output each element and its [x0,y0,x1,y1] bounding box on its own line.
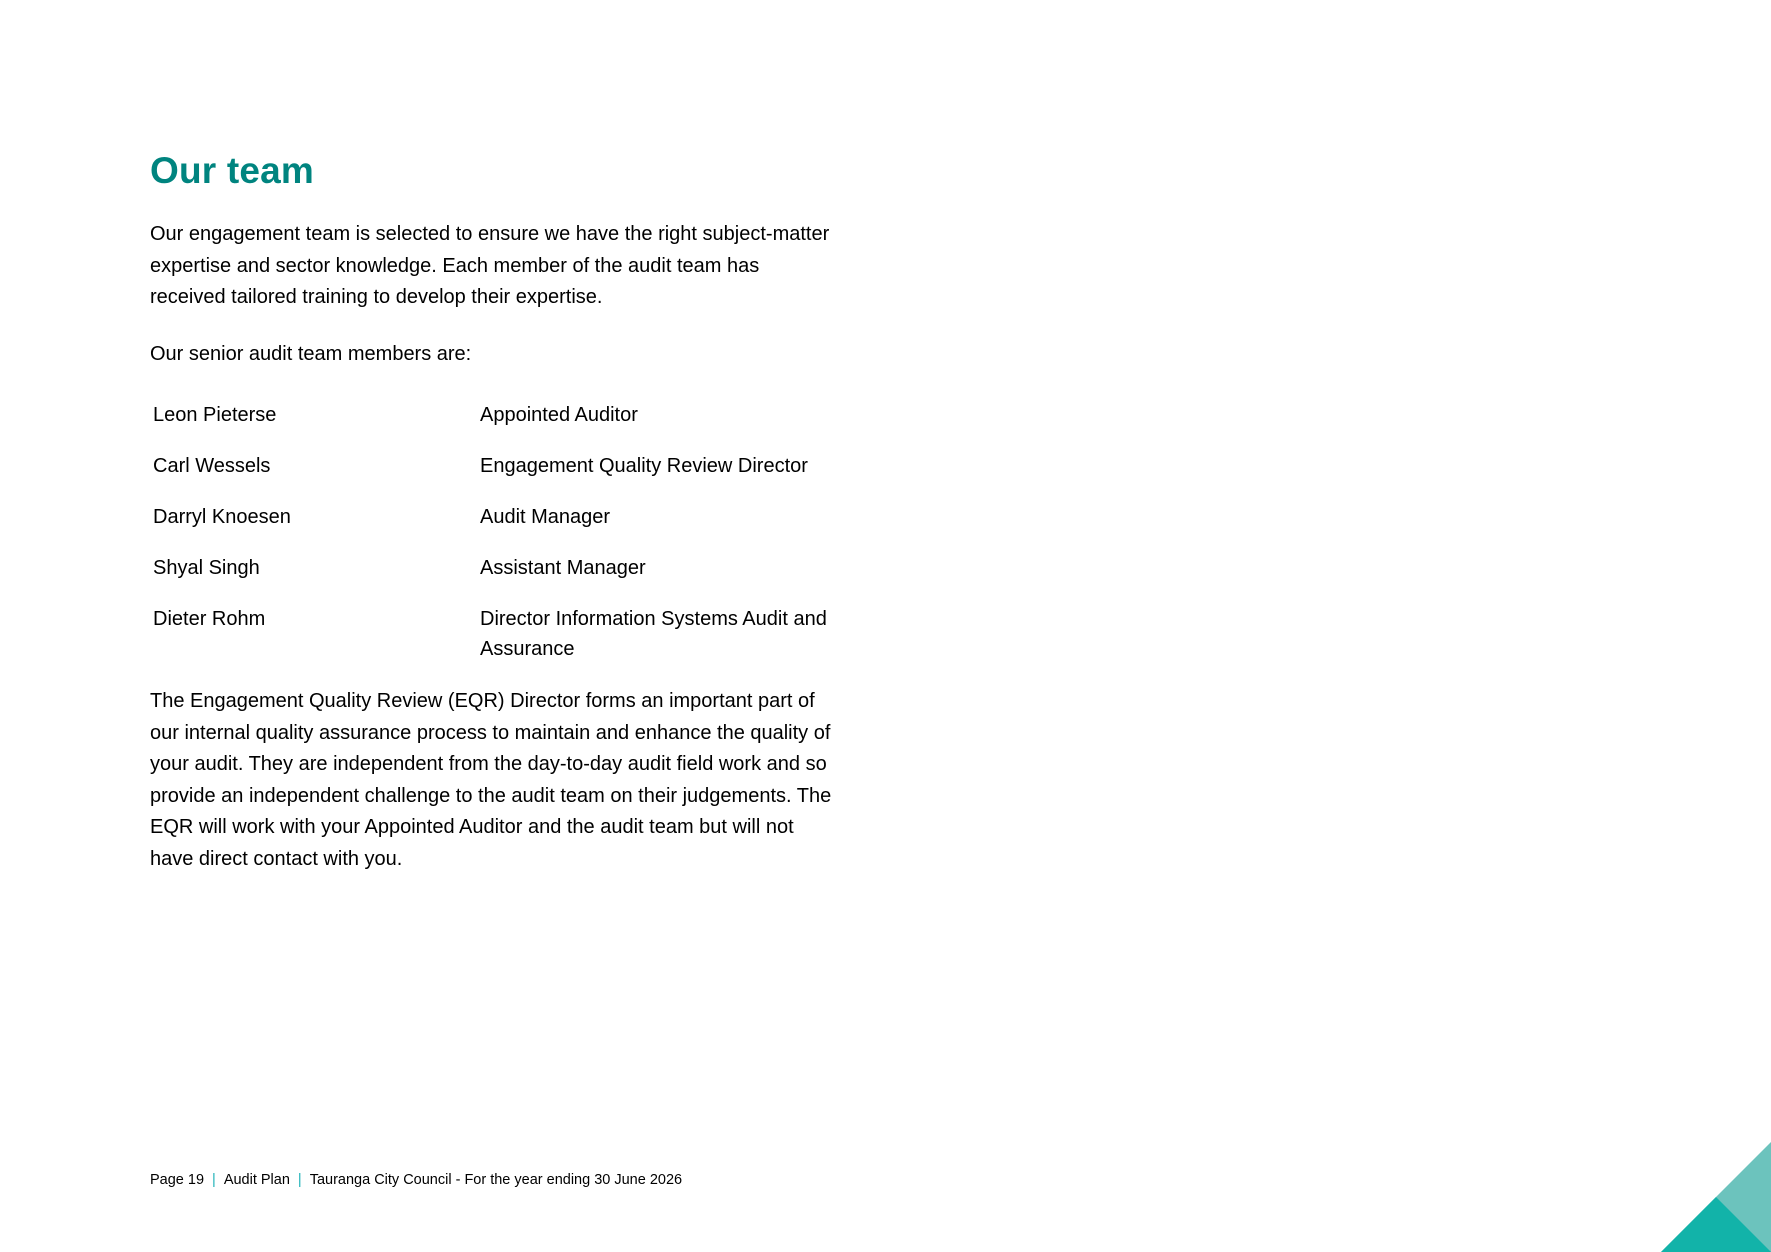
table-row [150,604,840,664]
teal-triangle-decoration-icon [1661,1142,1771,1252]
footer-separator: | [297,1172,302,1188]
member-name: Leon Pieterse [153,404,277,426]
member-name: Carl Wessels [153,455,271,477]
member-role: Engagement Quality Review Director [480,455,808,477]
senior-team-intro: Our senior audit team members are: [150,343,472,365]
footer-client: Tauranga City Council - For the year ending 30 June 2026 [309,1172,683,1188]
member-role: Appointed Auditor [480,404,638,426]
table-row [150,502,840,553]
member-role: Director Information Systems Audit and Assurance [480,608,827,660]
team-table [150,400,840,664]
member-name: Shyal Singh [153,557,260,579]
member-name: Dieter Rohm [153,608,266,630]
eqr-paragraph: The Engagement Quality Review (EQR) Director forms an important part of our internal quality assurance process to maintain and enhance the quality of your audit. They are independent from the day-to-day audit field work and so provide an independent challenge to the audit team on their judgements. The EQR will work with your Appointed Auditor and the audit team but will not have direct contact with you. [150,690,832,870]
table-row [150,553,840,604]
intro-paragraph: Our engagement team is selected to ensure we have the right subject-matter expertise and sector knowledge. Each member of the audit team has received tailored training to develop their expertise. [150,223,830,308]
footer-page-number: Page 19 [150,1172,205,1188]
page-footer [150,1172,682,1188]
member-role: Audit Manager [480,506,611,528]
table-row [150,451,840,502]
member-name: Darryl Knoesen [153,506,291,528]
footer-separator: | [212,1172,216,1188]
member-role: Assistant Manager [480,557,646,579]
page-title: Our team [150,150,315,191]
table-row [150,400,840,451]
footer-document-title: Audit Plan [223,1172,290,1188]
